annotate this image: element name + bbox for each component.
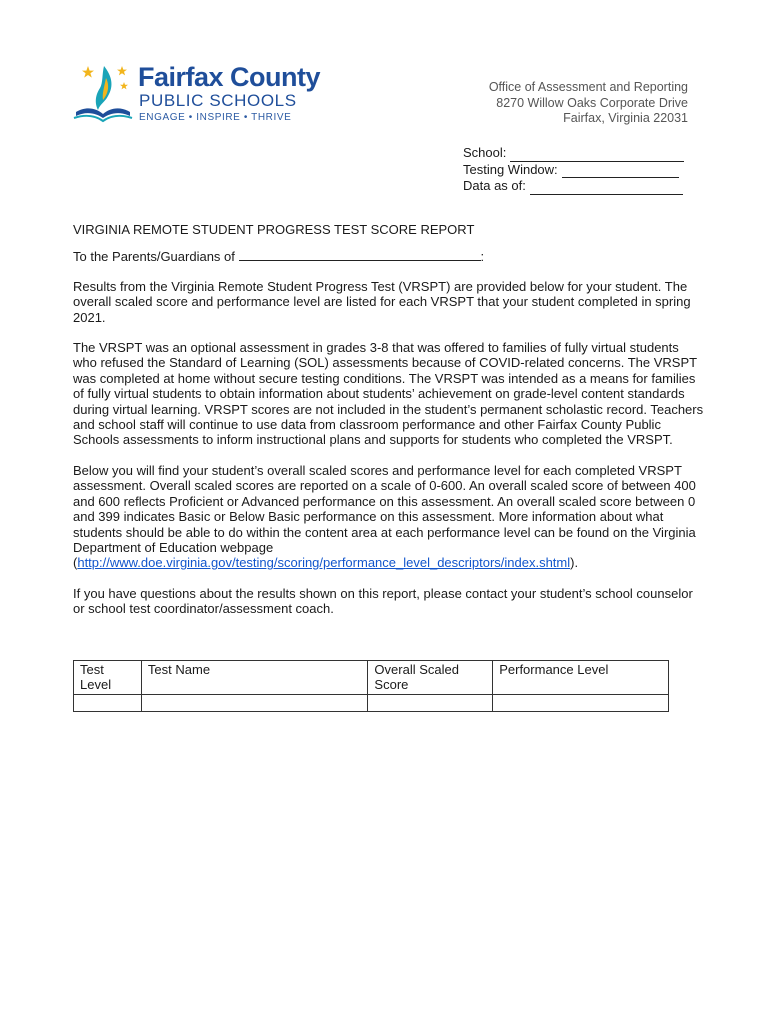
logo-tagline: ENGAGE • INSPIRE • THRIVE <box>139 112 292 123</box>
score-table <box>73 660 669 712</box>
data-as-of-field[interactable] <box>530 182 683 195</box>
header-performance-level: Performance Level <box>493 661 669 695</box>
link-open-paren: ( <box>73 555 78 571</box>
cell-test-level <box>74 694 142 711</box>
link-close-paren: ). <box>570 555 579 571</box>
school-field[interactable] <box>510 149 684 162</box>
data-as-of-row <box>463 178 684 195</box>
logo-subtitle: PUBLIC SCHOOLS <box>139 91 297 110</box>
office-street: 8270 Willow Oaks Corporate Drive <box>496 95 688 110</box>
school-info-block <box>463 145 684 195</box>
office-name: Office of Assessment and Reporting <box>488 80 688 94</box>
salutation-line <box>73 249 705 264</box>
cell-performance-level <box>493 694 669 711</box>
data-as-of-label: Data as of: <box>463 178 526 193</box>
table-row <box>74 694 669 711</box>
logo-title: Fairfax County <box>138 62 321 92</box>
paragraph-scores <box>73 463 705 571</box>
fcps-logo <box>72 60 321 128</box>
school-label: School: <box>463 145 507 160</box>
header-overall-scaled-score: Overall Scaled Score <box>368 661 493 695</box>
paragraph-intro: Results from the Virginia Remote Student Progress Test (VRSPT) are provided below for your student. The overall scaled score and performance level are listed for each VRSPT that your student completed in spring 2021. <box>73 278 691 325</box>
testing-window-label: Testing Window: <box>463 161 558 177</box>
logo-torch-book-icon <box>72 60 134 124</box>
paragraph-scores-text: Below you will find your student’s overall scaled scores and performance level for each completed VRSPT assessment. Overall scaled scores are reported on a scale of 0-600. An overall scaled score of between 400 and 600 reflects Proficient or Advanced performance on this assessment. An overall scaled score between 0 and 399 indicates Basic or Below Basic performance on this assessment. More information about what students should be able to do within the content area at each performance level can be found on the Virginia Department of Education webpage <box>73 462 696 555</box>
testing-window-field[interactable] <box>562 165 679 178</box>
report-body <box>73 222 705 632</box>
student-name-field[interactable] <box>239 249 481 261</box>
office-address <box>489 80 688 127</box>
table-header-row <box>74 661 669 695</box>
cell-overall-scaled-score <box>368 694 493 711</box>
paragraph-about-vrspt: The VRSPT was an optional assessment in grades 3-8 that was offered to families of fully virtual students who refused the Standard of Learning (SOL) assessments because of COVID-related concerns. The VRSPT was completed at home without secure testing conditions. The VRSPT was intended as a means for families of fully virtual students to obtain information about students’ achievement on grade-level content standards during virtual learning. VRSPT scores are not included in the student’s permanent scholastic record. Teachers and school staff will continue to use data from classroom performance and other Fairfax County Public Schools assessments to inform instructional plans and supports for students who completed the VRSPT. <box>73 340 704 448</box>
header-test-name: Test Name <box>141 661 368 695</box>
salutation-colon: : <box>480 249 485 265</box>
school-row <box>463 145 684 162</box>
vdoe-link[interactable]: http://www.doe.virginia.gov/testing/scoring/performance_level_descriptors/index.shtml <box>77 555 571 571</box>
header-test-level: Test Level <box>74 661 142 695</box>
report-title: VIRGINIA REMOTE STUDENT PROGRESS TEST SCORE REPORT <box>73 222 475 237</box>
salutation-text: To the Parents/Guardians of <box>73 249 235 265</box>
testing-window-row <box>463 162 684 179</box>
cell-test-name <box>141 694 368 711</box>
office-city: Fairfax, Virginia 22031 <box>563 111 688 125</box>
paragraph-questions: If you have questions about the results shown on this report, please contact your student’s school counselor or school test coordinator/assessment coach. <box>73 585 693 617</box>
